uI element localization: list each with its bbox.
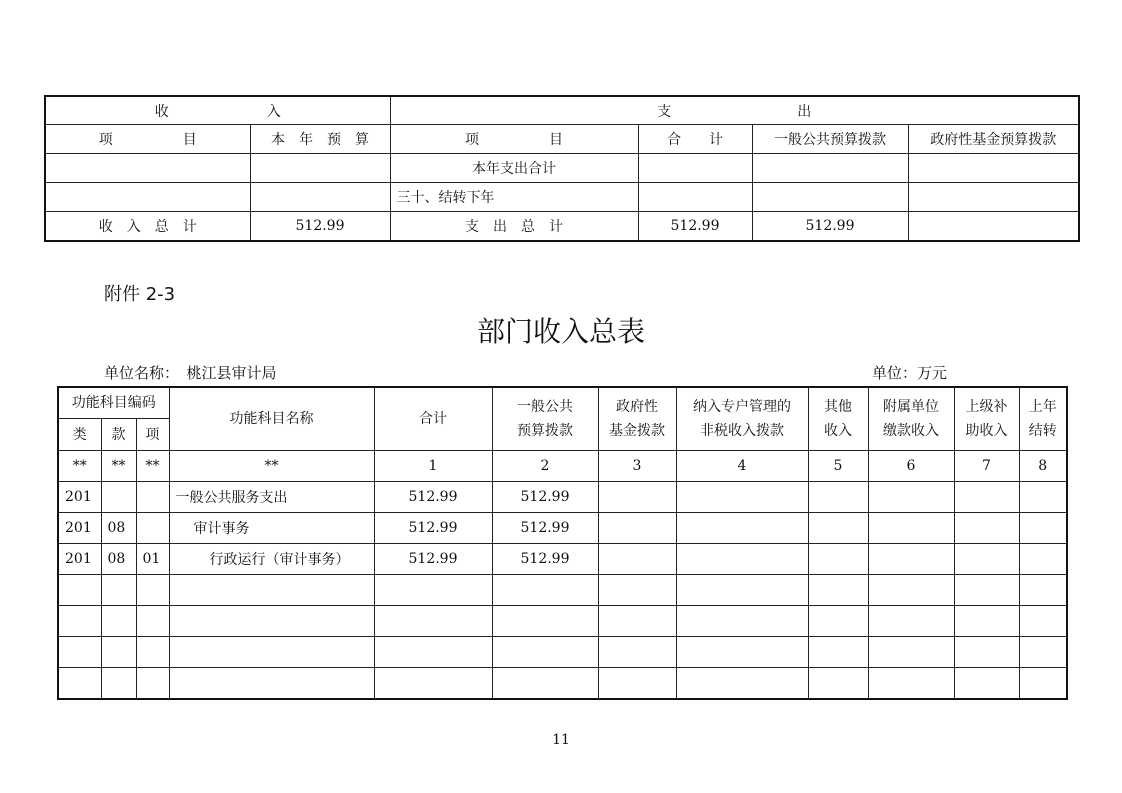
gov-fund-header: 政府性 基金拨款 xyxy=(598,387,676,451)
total-cell: 512.99 xyxy=(374,513,492,544)
name-cell: 一般公共服务支出 xyxy=(169,482,374,513)
name-header: 功能科目名称 xyxy=(169,387,374,451)
upper-header: 上级补 助收入 xyxy=(954,387,1019,451)
col-item-right: 项 目 xyxy=(390,125,638,154)
department-income-table xyxy=(57,386,1068,700)
col-general: 一般公共预算拨款 xyxy=(752,125,908,154)
expense-item: 本年支出合计 xyxy=(390,154,638,183)
general-cell: 512.99 xyxy=(492,513,598,544)
expense-item: 三十、结转下年 xyxy=(390,183,638,212)
page-title: 部门收入总表 xyxy=(476,315,645,348)
expense-header: 支 出 xyxy=(390,96,1079,125)
table-row xyxy=(58,482,1067,513)
general-header: 一般公共 预算拨款 xyxy=(492,387,598,451)
xiang-header: 项 xyxy=(136,419,169,451)
col-total: 合 计 xyxy=(638,125,752,154)
xiang-cell xyxy=(136,513,169,544)
general-cell: 512.99 xyxy=(492,482,598,513)
income-total-value: 512.99 xyxy=(250,212,390,242)
special-header: 纳入专户管理的 非税收入拨款 xyxy=(676,387,808,451)
carry-header: 上年 结转 xyxy=(1019,387,1067,451)
code-group-header: 功能科目编码 xyxy=(58,387,169,419)
expense-general-value: 512.99 xyxy=(752,212,908,242)
lei-cell: 201 xyxy=(58,513,101,544)
attachment-label: 附件 2-3 xyxy=(104,284,176,305)
empty-row xyxy=(58,668,1067,700)
expense-total-label: 支 出 总 计 xyxy=(390,212,638,242)
col-item-left: 项 目 xyxy=(45,125,250,154)
unit-name-label: 单位名称： 桃江县审计局 xyxy=(104,364,277,382)
empty-row xyxy=(58,606,1067,637)
total-header: 合计 xyxy=(374,387,492,451)
empty-row xyxy=(58,575,1067,606)
expense-total-value: 512.99 xyxy=(638,212,752,242)
name-cell: 审计事务 xyxy=(169,513,374,544)
lei-header: 类 xyxy=(58,419,101,451)
page-number: 11 xyxy=(552,732,570,748)
name-cell: 行政运行（审计事务） xyxy=(169,544,374,575)
xiang-cell: 01 xyxy=(136,544,169,575)
income-expense-summary-table xyxy=(44,95,1080,242)
lei-cell: 201 xyxy=(58,482,101,513)
unit-label: 单位：万元 xyxy=(872,364,948,382)
xiang-cell xyxy=(136,482,169,513)
number-row: ** ** ** ** 1 2 3 4 5 6 7 8 xyxy=(58,451,1067,482)
table-row xyxy=(45,154,1079,183)
col-budget: 本 年 预 算 xyxy=(250,125,390,154)
kuan-cell: 08 xyxy=(101,513,136,544)
table-row xyxy=(58,513,1067,544)
table-row xyxy=(45,183,1079,212)
other-header: 其他 收入 xyxy=(808,387,868,451)
kuan-cell: 08 xyxy=(101,544,136,575)
income-total-label: 收 入 总 计 xyxy=(45,212,250,242)
total-cell: 512.99 xyxy=(374,482,492,513)
lei-cell: 201 xyxy=(58,544,101,575)
col-gov-fund: 政府性基金预算拨款 xyxy=(908,125,1079,154)
totals-row xyxy=(45,212,1079,242)
income-header: 收 入 xyxy=(45,96,390,125)
empty-row xyxy=(58,637,1067,668)
general-cell: 512.99 xyxy=(492,544,598,575)
total-cell: 512.99 xyxy=(374,544,492,575)
kuan-cell xyxy=(101,482,136,513)
kuan-header: 款 xyxy=(101,419,136,451)
table-row xyxy=(58,544,1067,575)
affiliated-header: 附属单位 缴款收入 xyxy=(868,387,954,451)
